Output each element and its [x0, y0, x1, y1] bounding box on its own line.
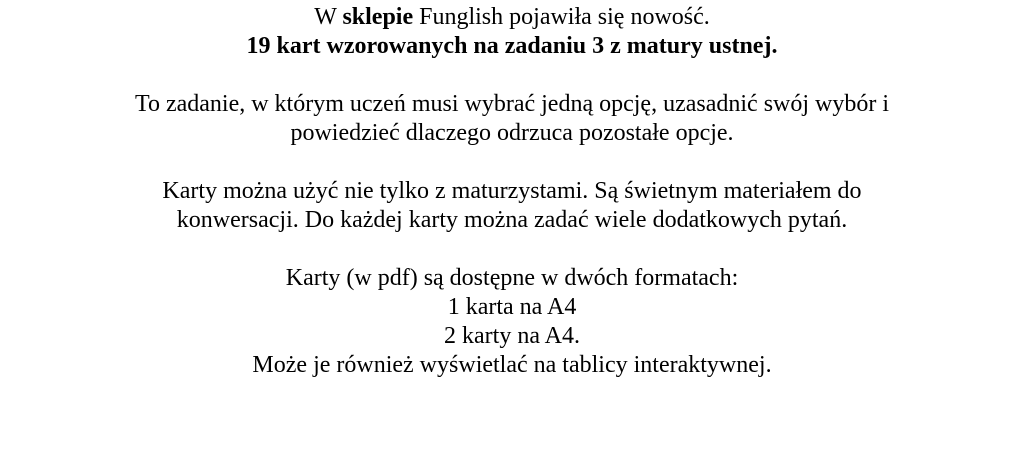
intro-line-1	[0, 3, 1024, 32]
intro-suffix: Funglish pojawiła się nowość.	[413, 4, 710, 30]
shop-link-text: sklepie	[342, 4, 414, 30]
paragraph-spacer	[0, 235, 1024, 264]
usage-line-1: Karty można użyć nie tylko z maturzystami. Są świetnym materiałem do	[162, 178, 862, 204]
paragraph-spacer	[0, 61, 1024, 90]
formats-line-4: Może je również wyświetlać na tablicy interaktywnej.	[252, 352, 772, 378]
usage-line-2: konwersacji. Do każdej karty można zadać wiele dodatkowych pytań.	[176, 207, 848, 233]
paragraph-spacer	[0, 148, 1024, 177]
task-description-paragraph	[0, 90, 1024, 148]
formats-line-2: 1 karta na A4	[447, 294, 577, 320]
formats-line-1: Karty (w pdf) są dostępne w dwóch formatach:	[285, 265, 739, 291]
intro-paragraph	[0, 0, 1024, 61]
intro-prefix: W	[314, 4, 343, 30]
usage-paragraph	[0, 177, 1024, 235]
task-description-line-1: To zadanie, w którym uczeń musi wybrać jedną opcję, uzasadnić swój wybór i	[134, 91, 890, 117]
formats-line-3: 2 karty na A4.	[444, 323, 580, 349]
formats-paragraph	[0, 264, 1024, 380]
intro-headline: 19 kart wzorowanych na zadaniu 3 z matury ustnej.	[246, 33, 778, 59]
task-description-line-2: powiedzieć dlaczego odrzuca pozostałe opcje.	[290, 120, 734, 146]
